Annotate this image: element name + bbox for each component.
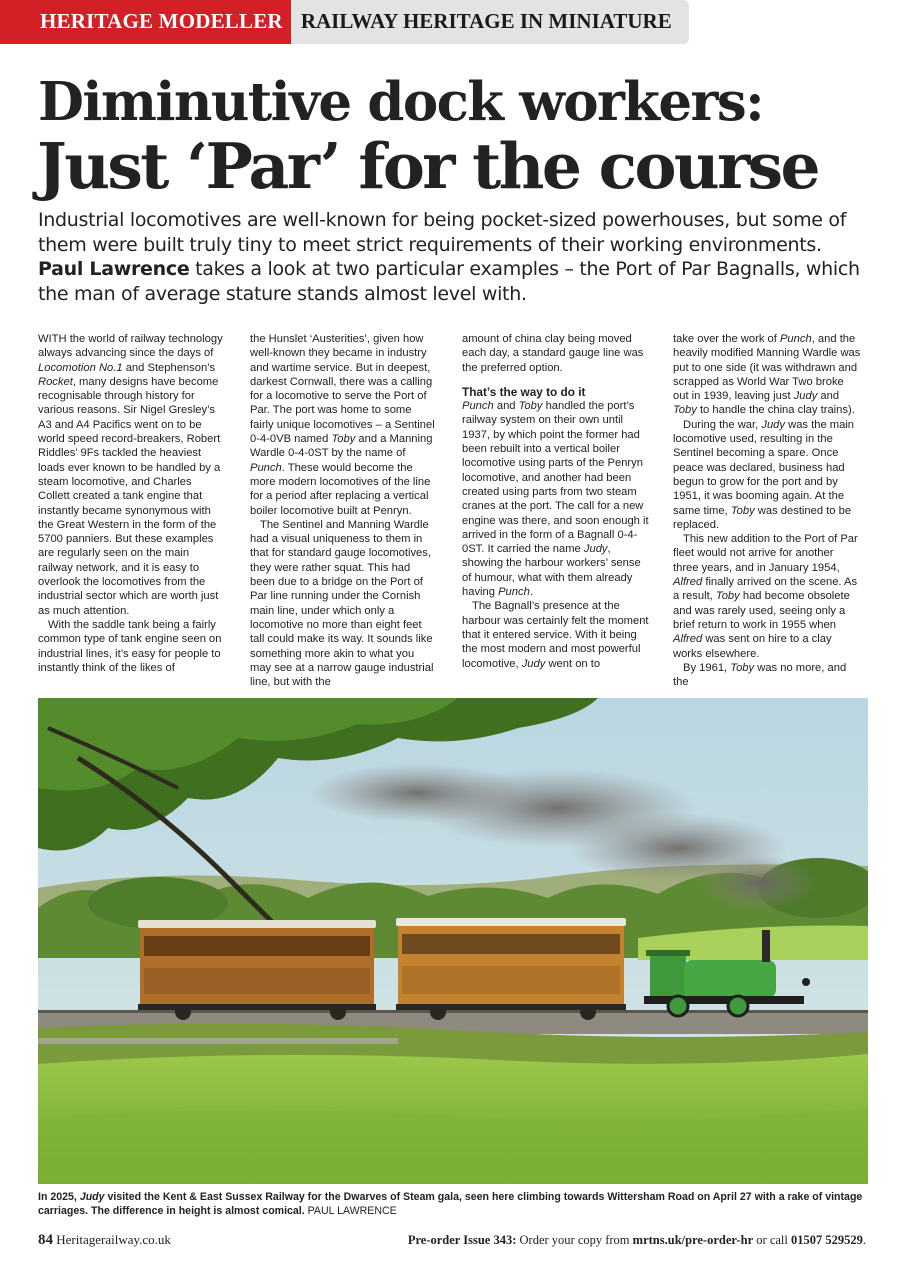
- paragraph: With the saddle tank being a fairly common type of tank engine seen on industrial lines, it’s easy for people to instantly think of the likes of: [38, 618, 222, 674]
- subheading: That’s the way to do it: [462, 384, 586, 399]
- paragraph: During the war, Judy was the main locomotive used, resulting in the Sentinel becoming a spare. Once peace was declared, business had begun to grow for the port and by 1951, it was booming again. At the same time, Toby was destined to be replaced.: [673, 418, 855, 531]
- footer-preorder: Pre-order Issue 343: Order your copy from mrtns.uk/pre-order-hr or call 01507 529529.: [407, 1233, 866, 1247]
- photo-credit: PAUL LAWRENCE: [304, 1205, 397, 1217]
- photo-caption: In 2025, Judy visited the Kent & East Sussex Railway for the Dwarves of Steam gala, seen here climbing towards Wittersham Road on April 27 with a rake of vintage carriages. The difference in height is almost comical. PAUL LAWRENCE: [38, 1191, 863, 1217]
- train-photo-illustration: [38, 698, 868, 1184]
- footer-page-info: [38, 1232, 171, 1249]
- section-tagline: RAILWAY HERITAGE IN MINIATURE: [291, 0, 689, 44]
- body-column-1: [38, 332, 226, 675]
- paragraph: The Sentinel and Manning Wardle had a visual uniqueness to them in that for standard gauge locomotives, they were rather squat. This had been due to a bridge on the Port of Par line running under the Cornish main line, under which only a locomotive no more than eight feet tall could make its way. It sounds like something more akin to what you may see at a narrow gauge industrial line, but with the: [250, 518, 434, 689]
- standfirst-text: takes a look at two particular examples – the Port of Par Bagnalls, which the man of average stature stands almost level with.: [38, 258, 860, 305]
- train-photo: [38, 698, 868, 1184]
- paragraph: This new addition to the Port of Par fleet would not arrive for another three years, and in January 1954, Alfred finally arrived on the scene. As a result, Toby had become obsolete and was rarely used, seeing only a brief return to work in 1955 when Alfred was sent on hire to a clay works elsewhere.: [673, 533, 858, 660]
- section-header: [0, 0, 689, 44]
- site-name: Heritagerailway.co.uk: [53, 1232, 171, 1247]
- paragraph: The Bagnall’s presence at the harbour was certainly felt the moment that it entered service. With it being the most modern and most powerful locomotive, Judy went on to: [462, 600, 649, 670]
- paragraph: Punch and Toby handled the port’s railway system on their own until 1937, by which point the former had been rebuilt into a vertical boiler locomotive using parts of the Penryn locomotive, and another had been created using parts from two steam cranes at the port. The call for a new engine was there, and soon enough it arrived in the form of a Bagnall 0-4-0ST. It carried the name Judy, showing the harbour workers’ sense of humour, what with them already having Punch.: [462, 400, 649, 599]
- body-column-4: [673, 332, 861, 689]
- body-column-3: [462, 332, 650, 671]
- page-number: 84: [38, 1232, 53, 1248]
- section-label: HERITAGE MODELLER: [0, 0, 291, 44]
- paragraph: take over the work of Punch, and the heavily modified Manning Wardle was put to one side (it was withdrawn and scrapped as World War Two broke out in 1939, leaving just Judy and Toby to handle the china clay trains).: [673, 333, 861, 417]
- standfirst: [38, 208, 868, 306]
- headline-line-1: Diminutive dock workers:: [38, 71, 764, 133]
- standfirst-text: Industrial locomotives are well-known for being pocket-sized powerhouses, but some of them were built truly tiny to meet strict requirements of their working environments.: [38, 209, 847, 256]
- paragraph: amount of china clay being moved each day, a standard gauge line was the preferred option.: [462, 333, 644, 374]
- paragraph: the Hunslet ‘Austerities’, given how well-known they became in industry and wartime service. But in deepest, darkest Cornwall, there was a calling for a locomotive to serve the Port of Par. The port was home to some fairly unique locomotives – a Sentinel 0-4-0VB named Toby and a Manning Wardle 0-4-0ST by the name of Punch. These would become the more modern locomotives of the line for a period after replacing a vertical boiler locomotive built at Penryn.: [250, 333, 435, 517]
- vintage-carriage-1: [138, 920, 376, 1020]
- vintage-carriage-2: [396, 918, 626, 1020]
- body-column-2: [250, 332, 438, 689]
- phone-number: 01507 529529: [791, 1233, 863, 1247]
- preorder-link[interactable]: mrtns.uk/pre-order-hr: [632, 1233, 754, 1247]
- author-name: Paul Lawrence: [38, 258, 190, 280]
- paragraph: By 1961, Toby was no more, and the: [673, 661, 847, 689]
- headline-line-2: Just ‘Par’ for the course: [37, 129, 819, 203]
- paragraph: WITH the world of railway technology always advancing since the days of Locomotion No.1 and Stephenson’s Rocket, many designs have become recognisable through history for various reasons. Sir Nigel Gresley’s A3 and A4 Pacifics went on to be world speed record-breakers, Robert Riddles’ 9Fs tackled the heaviest loads ever known to be handled by a steam locomotive, and Charles Collett created a tank engine that instantly became synonymous with the Great Western in the form of the 5700 panniers. But these examples are regularly seen on the main railway network, and it is easy to overlook the locomotives from the industrial sector which are worth just as much attention.: [38, 333, 223, 617]
